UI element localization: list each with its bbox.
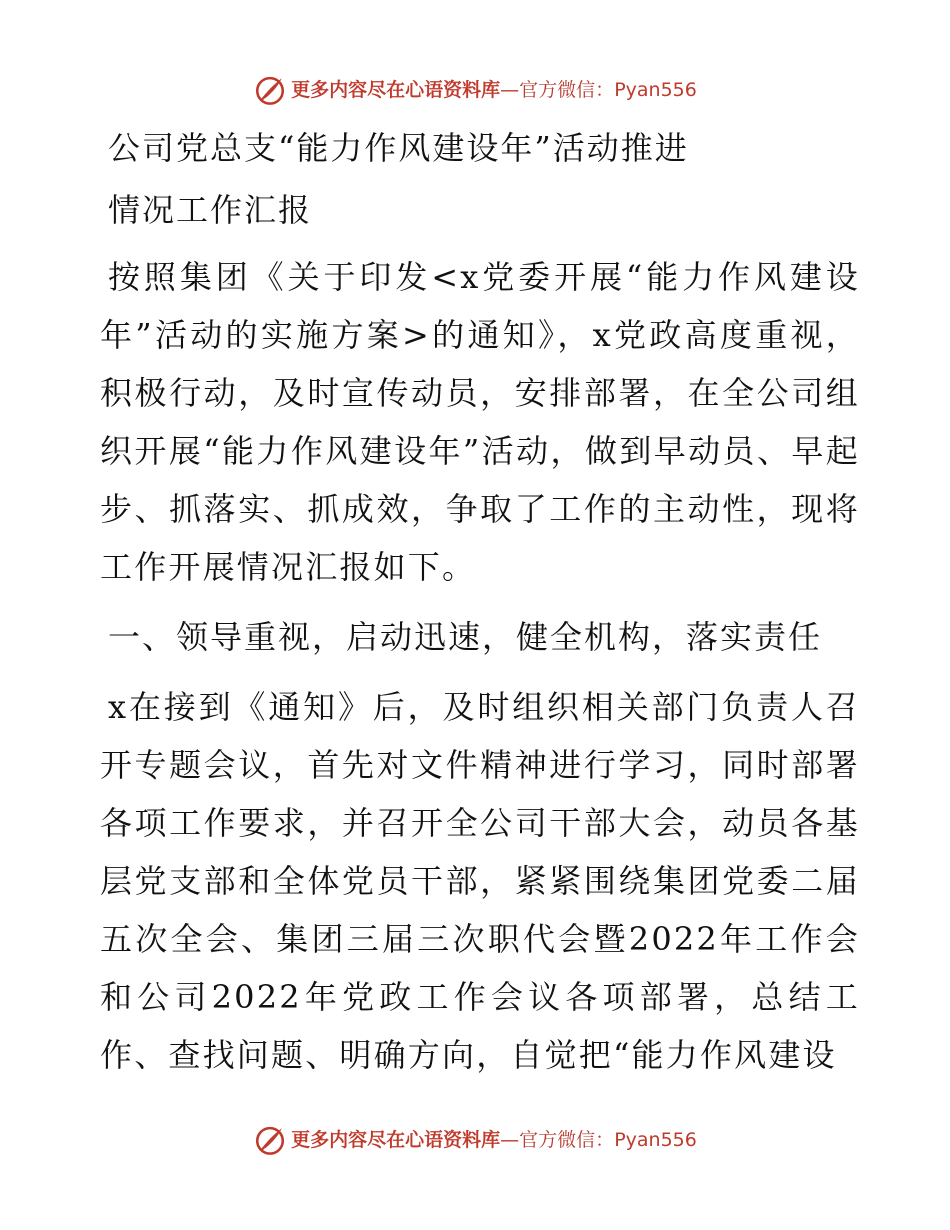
watermark-text: 更多内容尽在心语资料库: [291, 1128, 501, 1151]
paragraph-section-1-text: x在接到《通知》后，及时组织相关部门负责人召开专题会议，首先对文件精神进行学习，同时部署各项工作要求，并召开全公司干部大会，动员各基层党支部和全体党员干部，紧紧围绕集团党委二届五次全会、集团三届三次职代会暨2022年工作会和公司2022年党政工作会议各项部署，总结工作、查找问题、明确方向，自觉把“能力作风建设: [100, 688, 860, 1074]
watermark-text: 更多内容尽在心语资料库: [291, 78, 501, 101]
watermark-dash: —: [500, 1128, 520, 1151]
quill-logo-icon: [253, 1123, 287, 1157]
watermark-wechat-id: Pyan556: [614, 1128, 697, 1151]
paragraph-section-1: [100, 678, 860, 1084]
quill-logo-icon: [253, 73, 287, 107]
document-title-line-2: 情况工作汇报: [108, 191, 313, 229]
watermark-wechat-label: 官方微信：: [519, 1128, 615, 1151]
document-title-line-1: 公司党总支“能力作风建设年”活动推进: [108, 129, 689, 167]
document-body: [100, 122, 860, 1084]
paragraph-intro: [100, 248, 860, 596]
watermark-dash: —: [500, 78, 520, 101]
section-heading-1: 一、领导重视，启动迅速，健全机构，落实责任: [108, 618, 823, 656]
watermark-footer: [0, 1120, 950, 1160]
watermark-header: [0, 70, 950, 110]
watermark-wechat-label: 官方微信：: [519, 78, 615, 101]
paragraph-intro-text: 按照集团《关于印发<x党委开展“能力作风建设年”活动的实施方案>的通知》，x党政高度重视，积极行动，及时宣传动员，安排部署，在全公司组织开展“能力作风建设年”活动，做到早动员、早起步、抓落实、抓成效，争取了工作的主动性，现将工作开展情况汇报如下。: [100, 258, 860, 586]
watermark-wechat-id: Pyan556: [614, 78, 697, 101]
